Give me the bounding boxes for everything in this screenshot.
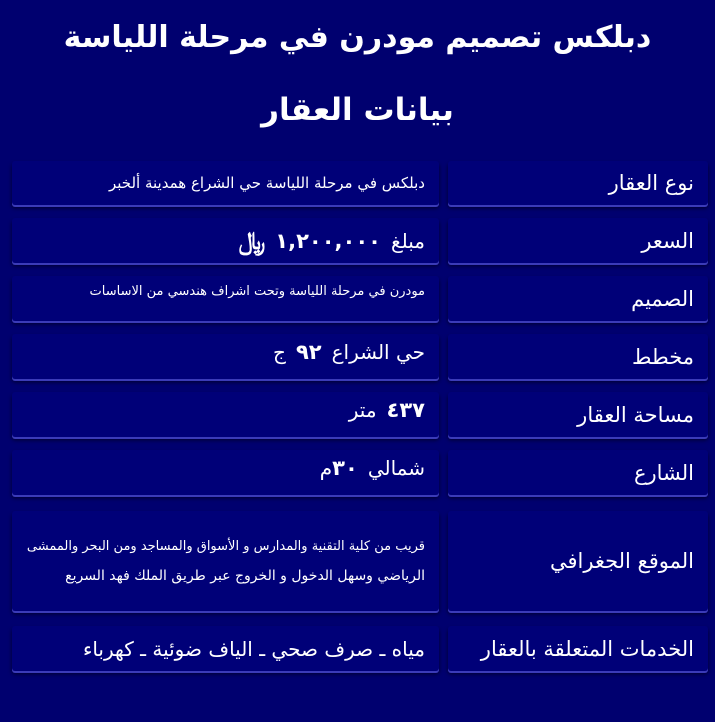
label-area: مساحة العقار (448, 392, 708, 437)
street-width: ٣٠ (332, 456, 358, 480)
street-unit: م (319, 456, 333, 480)
value-plan (12, 334, 439, 379)
area-unit: متر (348, 398, 377, 422)
row-services (12, 626, 708, 671)
value-street (12, 450, 439, 495)
label-plan: مخطط (448, 334, 708, 379)
row-location (12, 511, 708, 611)
row-property-type (12, 161, 708, 205)
value-property-type: دبلكس في مرحلة اللياسة حي الشراع همدينة ألخبر (12, 161, 439, 205)
row-street (12, 450, 708, 495)
plan-district: حي الشراع (331, 340, 425, 364)
section-title: بيانات العقار (261, 92, 454, 128)
street-direction: شمالي (367, 456, 425, 480)
location-line-1: قريب من كلية التقنية والمدارس و الأسواق والمساجد ومن البحر والممشى (26, 538, 425, 554)
label-price: السعر (448, 218, 708, 263)
page-title: دبلكس تصميم مودرن في مرحلة اللياسة (63, 20, 652, 55)
row-design (12, 276, 708, 321)
riyal-symbol: ﷼ (238, 226, 266, 255)
value-design: مودرن في مرحلة اللياسة وتحت اشراف هندسي من الاساسات (12, 276, 439, 321)
location-line-2: الرياضي وسهل الدخول و الخروج عبر طريق الملك فهد السريع (65, 567, 425, 584)
value-area (12, 392, 439, 437)
label-property-type: نوع العقار (448, 161, 708, 205)
label-design: الصميم (448, 276, 708, 321)
row-area (12, 392, 708, 437)
label-location: الموقع الجغرافي (448, 511, 708, 611)
row-price (12, 218, 708, 263)
plan-suffix: ج (273, 340, 286, 364)
value-services: مياه ـ صرف صحي ـ الياف ضوئية ـ كهرباء (12, 626, 439, 671)
row-plan (12, 334, 708, 379)
label-street: الشارع (448, 450, 708, 495)
value-location (12, 511, 439, 611)
price-prefix: مبلغ (390, 228, 425, 253)
price-amount: ١,٢٠٠,٠٠٠ (275, 228, 381, 253)
plan-number: ٩٢ (295, 340, 322, 364)
area-number: ٤٣٧ (386, 398, 425, 422)
label-services: الخدمات المتعلقة بالعقار (448, 626, 708, 671)
value-price (12, 218, 439, 263)
